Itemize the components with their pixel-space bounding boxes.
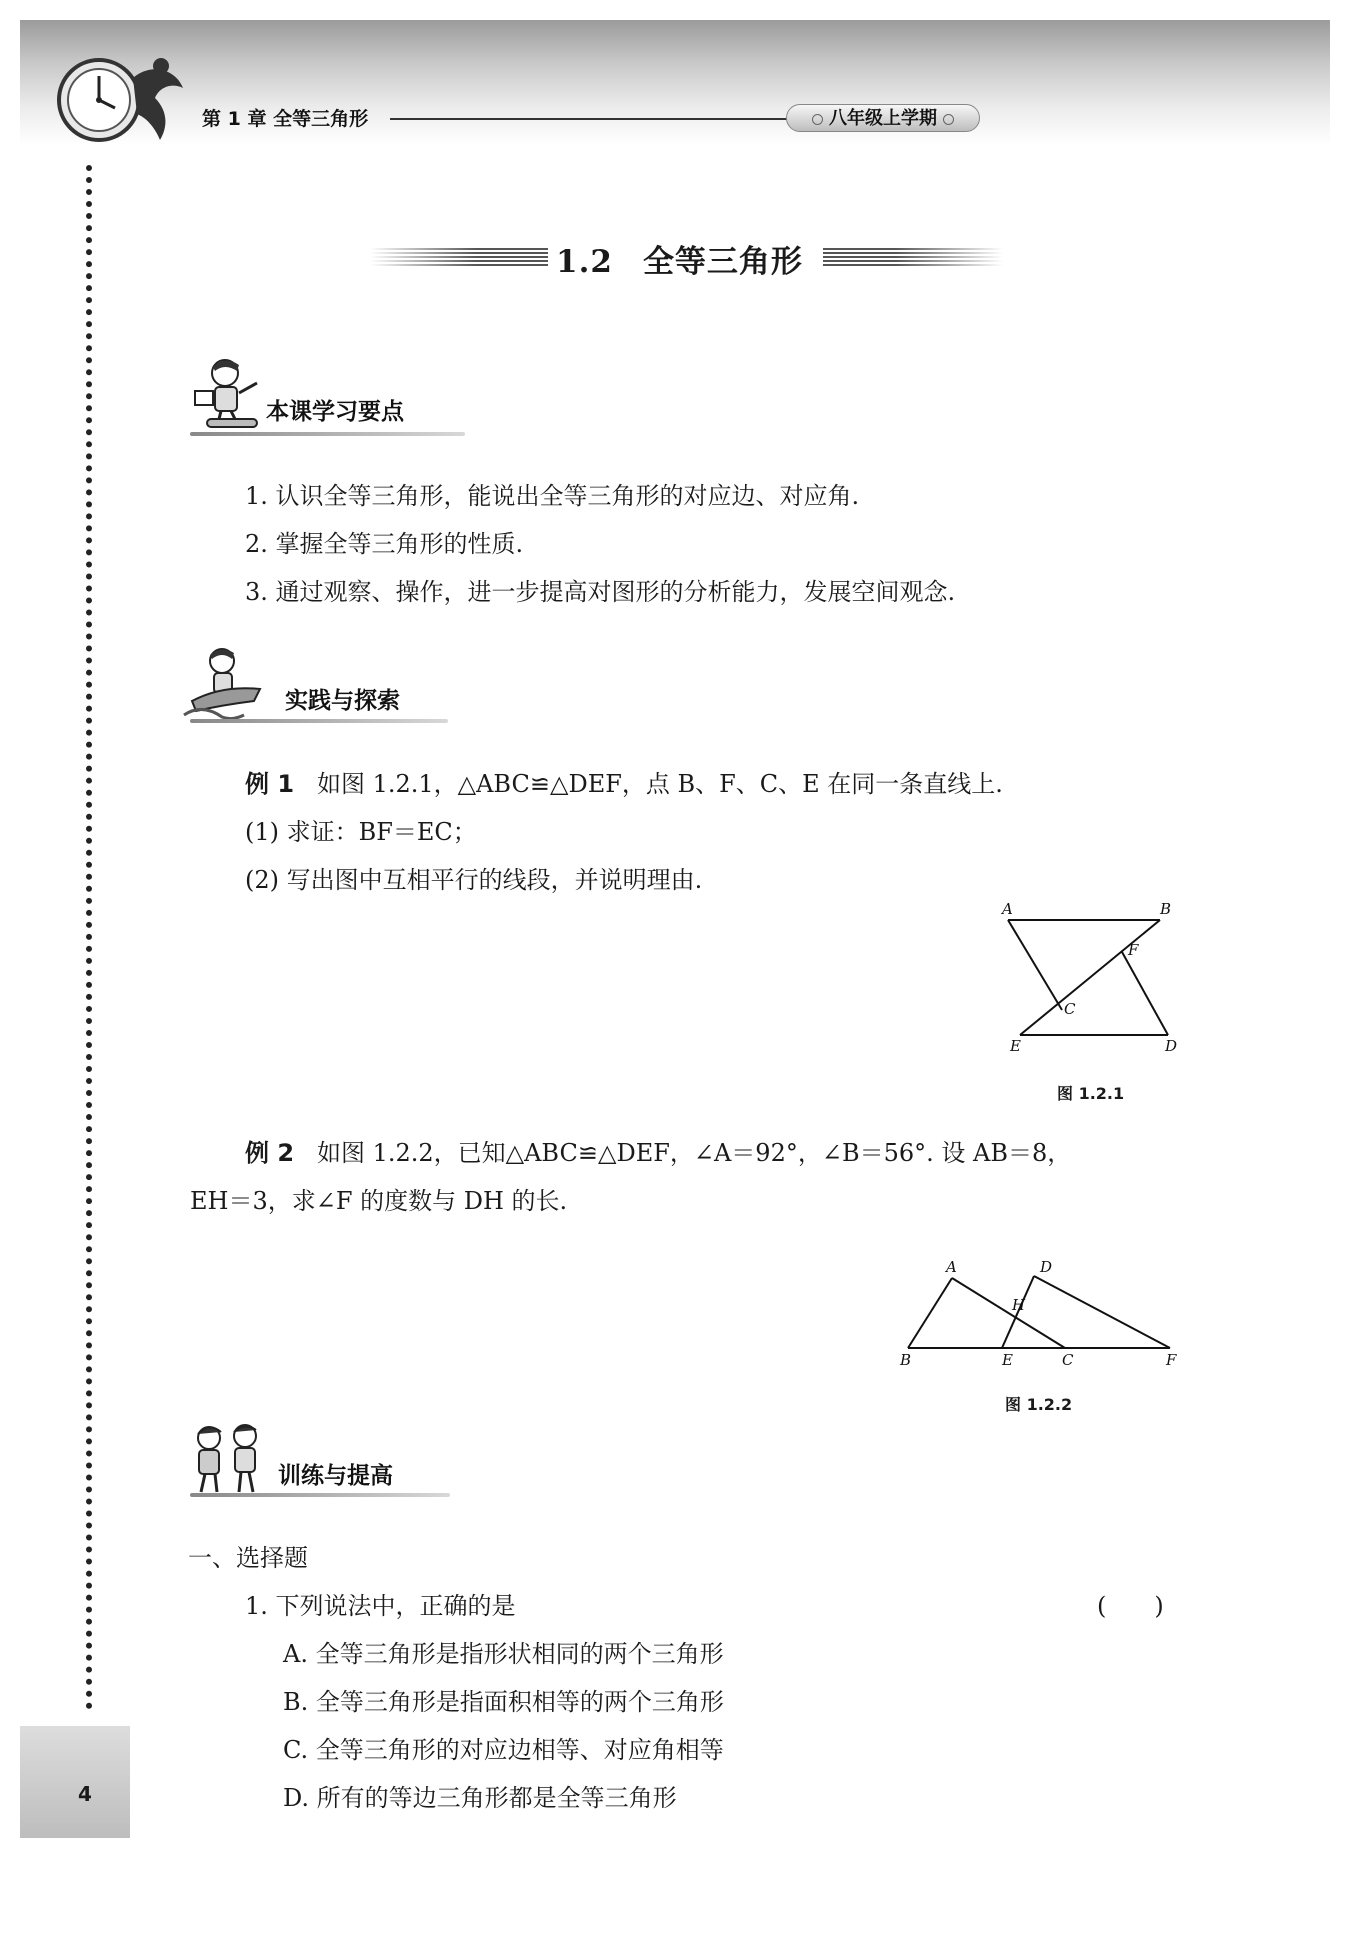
- key-point-1: 1. 认识全等三角形，能说出全等三角形的对应边、对应角.: [245, 482, 860, 510]
- grade-label: 八年级上学期: [829, 108, 937, 129]
- grade-badge: [786, 104, 980, 132]
- page-number-block: [20, 1726, 130, 1838]
- example-2: [245, 1138, 1071, 1168]
- label-f: F: [1128, 941, 1139, 959]
- student-reading-icon: [187, 355, 269, 433]
- label-b: B: [1160, 900, 1172, 918]
- key-point-3: 3. 通过观察、操作，进一步提高对图形的分析能力，发展空间观念.: [245, 578, 956, 606]
- question-1-stem: 1. 下列说法中，正确的是: [245, 1592, 516, 1620]
- segment-ac: [952, 1278, 1065, 1348]
- label-c: C: [1062, 1351, 1074, 1369]
- figure-1-2-2: [890, 1250, 1190, 1375]
- label-c: C: [1064, 1000, 1076, 1018]
- part-heading-choice: 一、选择题: [188, 1544, 308, 1572]
- label-d: D: [1165, 1037, 1178, 1055]
- banner-rule: [190, 432, 465, 436]
- example-1-question-2: (2) 写出图中互相平行的线段，并说明理由.: [245, 866, 703, 894]
- banner-training: 训练与提高: [278, 1463, 393, 1489]
- example-1-text: 如图 1.2.1，△ABC≌△DEF，点 B、F、C、E 在同一条直线上.: [316, 770, 1003, 798]
- title-stripes-left: [370, 248, 548, 268]
- dot-icon: [943, 114, 954, 125]
- header-rule: [390, 118, 790, 120]
- page-number: 4: [78, 1782, 92, 1806]
- segment-be: [1020, 920, 1160, 1035]
- example-1: [245, 769, 1003, 799]
- example-1-label: 例 1: [245, 770, 295, 798]
- segment-ac: [1008, 920, 1062, 1010]
- figure-1-2-1-caption: 图 1.2.1: [1057, 1084, 1125, 1103]
- label-h: H: [1012, 1296, 1026, 1314]
- example-2-label: 例 2: [245, 1139, 295, 1167]
- section-number: 1.2: [556, 244, 613, 280]
- student-surfing-icon: [182, 645, 264, 723]
- figure-1-2-2-caption: 图 1.2.2: [1005, 1395, 1073, 1414]
- banner-key-points: 本课学习要点: [266, 399, 404, 425]
- label-e: E: [1002, 1351, 1013, 1369]
- label-f: F: [1166, 1351, 1177, 1369]
- chapter-label: 第 1 章 全等三角形: [202, 108, 369, 130]
- segment-fd: [1122, 952, 1168, 1035]
- clock-runner-logo-icon: [55, 48, 195, 148]
- section-title-text: 全等三角形: [642, 244, 803, 280]
- label-d: D: [1040, 1258, 1053, 1276]
- banner-rule: [190, 1493, 450, 1497]
- example-1-question-1: (1) 求证：BF＝EC；: [245, 818, 477, 846]
- margin-dotted-line: [86, 165, 92, 1710]
- figure-1-2-1: [990, 895, 1190, 1065]
- example-2-text-1: 如图 1.2.2，已知△ABC≌△DEF，∠A＝92°，∠B＝56°. 设 AB＝8，: [316, 1139, 1072, 1167]
- option-d: D. 所有的等边三角形都是全等三角形: [283, 1784, 677, 1812]
- key-point-2: 2. 掌握全等三角形的性质.: [245, 530, 524, 558]
- option-c: C. 全等三角形的对应边相等、对应角相等: [283, 1736, 724, 1764]
- example-2-text-2: EH＝3，求∠F 的度数与 DH 的长.: [190, 1187, 568, 1215]
- title-stripes-right: [823, 248, 1003, 268]
- label-b: B: [900, 1351, 912, 1369]
- banner-rule: [190, 719, 448, 723]
- banner-practice: 实践与探索: [285, 688, 400, 714]
- section-title: [556, 236, 803, 281]
- option-b: B. 全等三角形是指面积相等的两个三角形: [283, 1688, 724, 1716]
- two-students-icon: [187, 1420, 269, 1498]
- label-a: A: [1002, 900, 1013, 918]
- label-a: A: [946, 1258, 957, 1276]
- segment-ba: [908, 1278, 952, 1348]
- label-e: E: [1010, 1037, 1021, 1055]
- option-a: A. 全等三角形是指形状相同的两个三角形: [283, 1640, 724, 1668]
- dot-icon: [812, 114, 823, 125]
- answer-bracket: ( ): [1097, 1592, 1164, 1620]
- segment-df: [1034, 1276, 1170, 1348]
